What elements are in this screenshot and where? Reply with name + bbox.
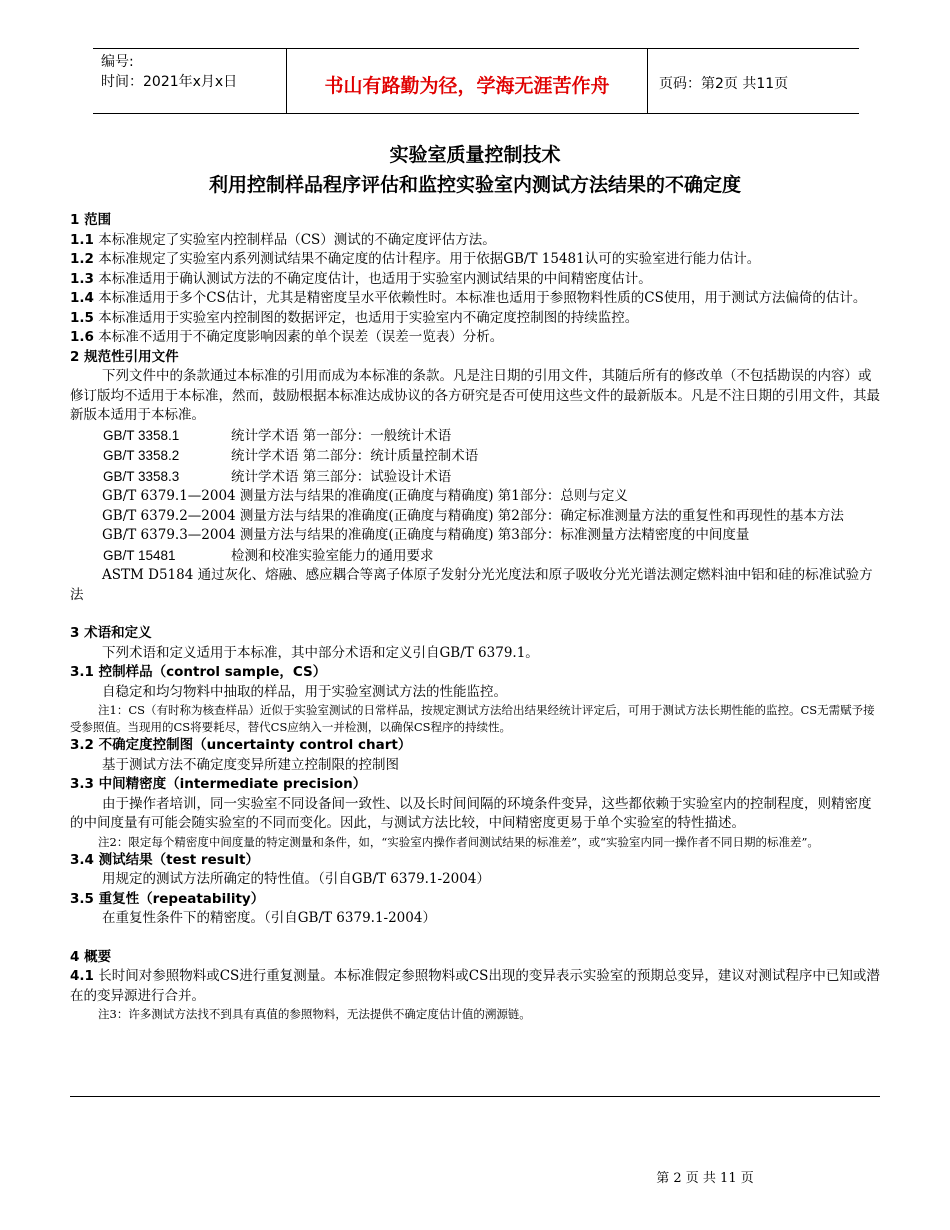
clause-number: 1.2 xyxy=(70,251,94,267)
header-motto: 书山有路勤为径，学海无涯苦作舟 xyxy=(324,75,610,97)
reference-code: GB/T 3358.1 xyxy=(103,427,180,443)
clause-number: 1.1 xyxy=(70,231,94,248)
clause-number: 1.4 xyxy=(70,290,94,306)
doc-title: 实验室质量控制技术 xyxy=(389,144,561,166)
time-label: 时间：2021年x月x日 xyxy=(101,74,238,90)
number-label: 编号: xyxy=(101,54,134,70)
reference-code: GB/T 3358.3 xyxy=(103,468,180,484)
note: 注2：限定每个精密度中间度量的特定测量和条件，如，“实验室内操作者间测试结果的标准差”，或“实验室内同一操作者不同日期的标准差”。 xyxy=(98,834,819,849)
term-definition: 自稳定和均匀物料中抽取的样品，用于实验室测试方法的性能监控。 xyxy=(102,683,507,700)
document-body xyxy=(70,211,880,1023)
reference-title: 检测和校准实验室能力的通用要求 xyxy=(231,547,434,564)
term-heading: 3.5 重复性（repeatability） xyxy=(70,890,265,907)
term-heading: 3.3 中间精密度（intermediate precision） xyxy=(70,776,367,792)
term-definition: 由于操作者培训，同一实验室不同设备间一致性、以及长时间间隔的环境条件变异，这些都依赖于实验室内的控制程度，则精密度的中间度量有可能会随实验室的不同而变化。因此，与测试方法比较，中间精密度更易于单个实验室的特性描述。 xyxy=(70,795,872,831)
reference-item: GB/T 6379.3—2004 测量方法与结果的准确度(正确度与精确度) 第3部分：标准测量方法精密度的中间度量 xyxy=(102,527,750,543)
term-heading: 3.2 不确定度控制图（uncertainty control chart） xyxy=(70,737,412,753)
clause-number: 1.3 xyxy=(70,270,94,287)
reference-item: GB/T 6379.1—2004 测量方法与结果的准确度(正确度与精确度) 第1部分：总则与定义 xyxy=(102,488,628,504)
section-heading: 1 范围 xyxy=(70,212,112,228)
paragraph xyxy=(70,328,880,348)
reference-item xyxy=(70,546,880,567)
term-heading: 3.4 测试结果（test result） xyxy=(70,851,259,868)
clause-text: 本标准适用于实验室内控制图的数据评定，也适用于实验室内不确定度控制图的持续监控。 xyxy=(98,309,639,326)
reference-code: GB/T 15481 xyxy=(103,547,176,563)
reference-item: ASTM D5184 通过灰化、熔融、感应耦合等离子体原子发射分光光度法和原子吸收分光光谱法测定燃料油中铝和硅的标准试验方法 xyxy=(70,567,873,603)
header-page-info: 页码：第2页 共11页 xyxy=(659,76,789,92)
paragraph xyxy=(70,967,880,1006)
section-heading: 3 术语和定义 xyxy=(70,625,152,641)
page-header xyxy=(93,48,859,114)
reference-item xyxy=(70,467,880,488)
spacer xyxy=(70,605,880,624)
reference-title: 统计学术语 第三部分：试验设计术语 xyxy=(231,468,452,485)
clause-text: 本标准规定了实验室内控制样品（CS）测试的不确定度评估方法。 xyxy=(98,231,496,248)
term-definition: 用规定的测试方法所确定的特性值。（引自GB/T 6379.1-2004） xyxy=(102,871,490,887)
bottom-rule xyxy=(70,1096,880,1097)
paragraph: 下列术语和定义适用于本标准，其中部分术语和定义引自GB/T 6379.1。 xyxy=(102,644,539,661)
spacer xyxy=(70,929,880,948)
clause-number: 4.1 xyxy=(70,968,94,984)
paragraph xyxy=(70,289,880,309)
term-definition: 在重复性条件下的精密度。（引自GB/T 6379.1-2004） xyxy=(102,910,436,926)
clause-text: 本标准适用于多个CS估计，尤其是精密度呈水平依赖性时。本标准也适用于参照物料性质的CS使用，用于测试方法偏倚的估计。 xyxy=(98,290,867,306)
term-heading: 3.1 控制样品（control sample，CS） xyxy=(70,664,327,680)
note: 注1：CS（有时称为核查样品）近似于实验室测试的日常样品，按规定测试方法给出结果经统计评定后，可用于测试方法长期性能的监控。CS无需赋予接受参照值。当现用的CS将要耗尽，替代CS应纳入一并检测，以确保CS程序的持续性。 xyxy=(70,703,875,734)
reference-item xyxy=(70,446,880,467)
section-heading: 4 概要 xyxy=(70,948,112,965)
clause-text: 本标准适用于确认测试方法的不确定度估计，也适用于实验室内测试结果的中间精密度估计。 xyxy=(98,270,652,287)
paragraph xyxy=(70,270,880,290)
term-definition: 基于测试方法不确定度变异所建立控制限的控制图 xyxy=(102,756,399,773)
clause-text: 本标准规定了实验室内系列测试结果不确定度的估计程序。用于依据GB/T 15481认可的实验室进行能力估计。 xyxy=(98,251,761,267)
header-motto-cell xyxy=(286,49,648,113)
header-meta xyxy=(101,52,237,92)
clause-number: 1.6 xyxy=(70,329,94,345)
paragraph xyxy=(70,231,880,251)
reference-code: GB/T 3358.2 xyxy=(103,448,180,463)
paragraph: 下列文件中的条款通过本标准的引用而成为本标准的条款。凡是注日期的引用文件，其随后所有的修改单（不包括勘误的内容）或修订版均不适用于本标准，然而，鼓励根据本标准达成协议的各方研究是否可使用这些文件的最新版本。凡是不注日期的引用文件，其最新版本适用于本标准。 xyxy=(70,368,880,423)
clause-text: 本标准不适用于不确定度影响因素的单个误差（误差一览表）分析。 xyxy=(98,329,504,345)
reference-item: GB/T 6379.2—2004 测量方法与结果的准确度(正确度与精确度) 第2部分：确定标准测量方法的重复性和再现性的基本方法 xyxy=(102,507,844,524)
doc-subtitle: 利用控制样品程序评估和监控实验室内测试方法结果的不确定度 xyxy=(208,174,741,196)
clause-text: 长时间对参照物料或CS进行重复测量。本标准假定参照物料或CS出现的变异表示实验室的预期总变异，建议对测试程序中已知或潜在的变异源进行合并。 xyxy=(70,968,880,1004)
paragraph xyxy=(70,250,880,270)
reference-title: 统计学术语 第二部分：统计质量控制术语 xyxy=(231,448,479,464)
note: 注3：许多测试方法找不到具有真值的参照物料，无法提供不确定度估计值的溯源链。 xyxy=(98,1007,531,1021)
clause-number: 1.5 xyxy=(70,309,94,326)
reference-item xyxy=(70,426,880,447)
page-footer: 第 2 页 共 11 页 xyxy=(656,1171,754,1186)
paragraph xyxy=(70,309,880,329)
reference-title: 统计学术语 第一部分：一般统计术语 xyxy=(231,427,452,444)
section-heading: 2 规范性引用文件 xyxy=(70,348,179,365)
